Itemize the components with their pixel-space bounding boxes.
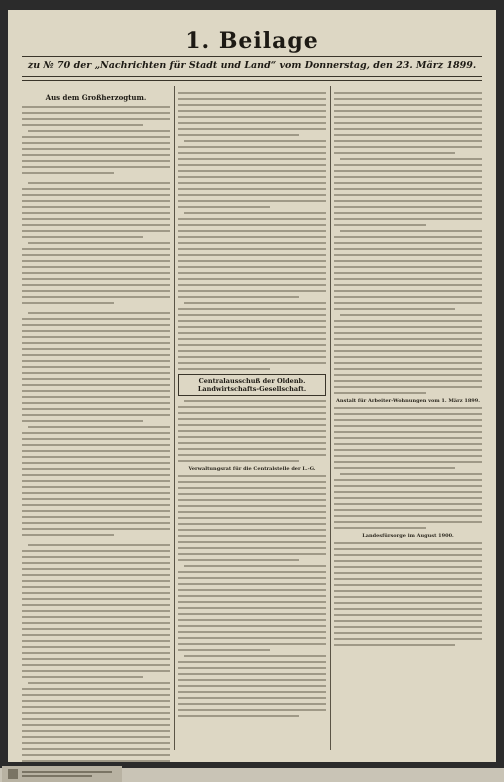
masthead-bottom-rule (22, 76, 482, 77)
column-divider-1 (174, 86, 175, 750)
newspaper-page (8, 10, 496, 762)
masthead-double-rule (22, 80, 482, 81)
column-2 (178, 92, 326, 721)
library-stamp-icon (2, 766, 122, 782)
verwaltungsrat-subhead: Verwaltungsrat für die Centralstelle der L.-G. (188, 466, 316, 472)
column-1 (22, 92, 170, 762)
column-3 (334, 92, 482, 650)
landesfuersorge-subhead: Landesfürsorge im August 1900. (362, 533, 454, 539)
centralausschuss-box-heading: Centralausschuß der Oldenb. Landwirtschafts-Gesellschaft. (178, 374, 326, 396)
column-divider-2 (330, 86, 331, 750)
supplement-title: 1. Beilage (185, 28, 319, 54)
masthead-top-rule (22, 56, 482, 57)
arbeiter-wohnungen-subhead: Anstalt für Arbeiter-Wohnungen vom 1. März 1899. (335, 398, 481, 404)
section-heading-grossherzogtum: Aus dem Großherzogtum. (45, 93, 147, 102)
supplement-subtitle: zu № 70 der „Nachrichten für Stadt und Land“ vom Donnerstag, den 23. März 1899. (27, 60, 477, 71)
